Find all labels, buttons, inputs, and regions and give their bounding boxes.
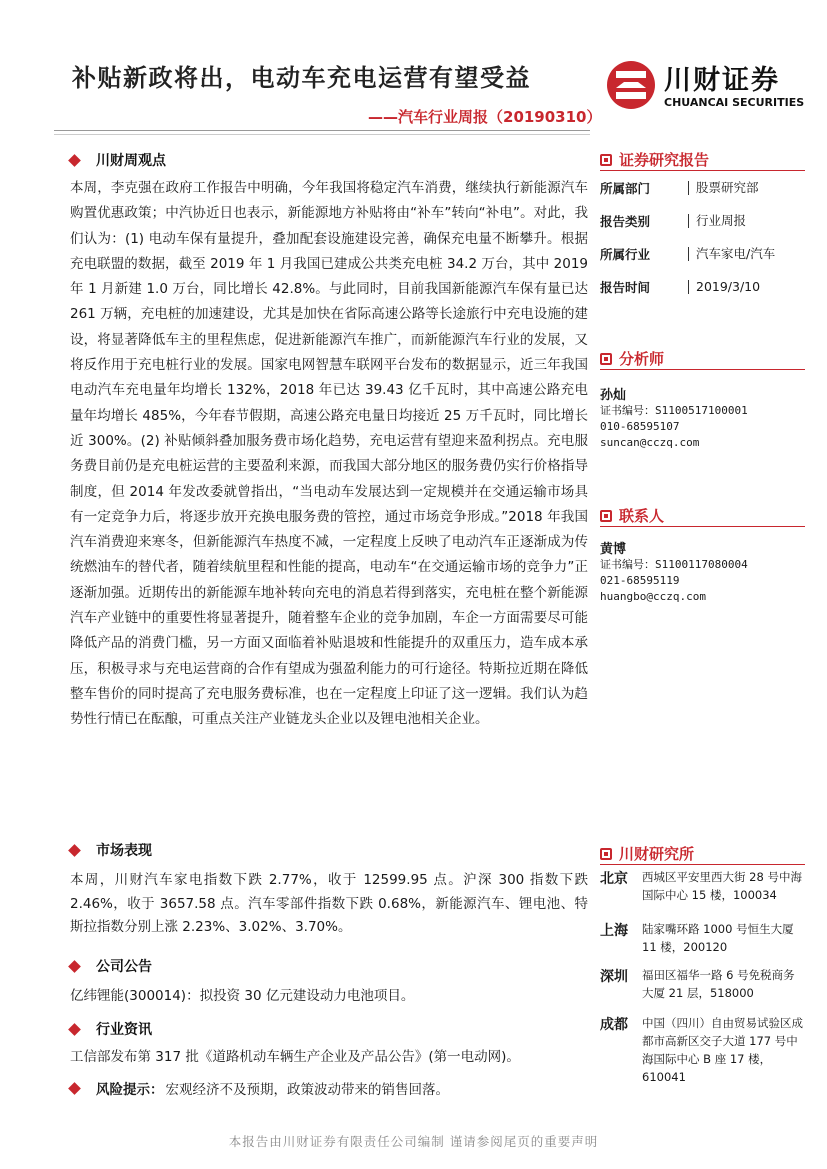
risk-body: 宏观经济不及预期，政策波动带来的销售回落。 xyxy=(165,1082,449,1098)
logo-text: 川财证券 xyxy=(664,65,780,96)
institute-icon xyxy=(600,848,612,860)
info-row xyxy=(600,237,805,270)
contact-card xyxy=(600,538,805,605)
contact-email[interactable]: huangbo@cczq.com xyxy=(600,590,706,603)
report-title: 补贴新政将出，电动车充电运营有望受益 xyxy=(72,64,531,92)
report-subtitle: ——汽车行业周报（20190310） xyxy=(368,108,602,126)
info-key: 所属行业 xyxy=(600,246,651,262)
analyst-card xyxy=(600,384,805,451)
section-heading-market xyxy=(70,840,588,860)
header-divider-thin xyxy=(54,134,590,135)
analyst-phone: 010-68595107 xyxy=(600,420,680,433)
analyst-heading-text: 分析师 xyxy=(619,350,665,368)
institute-heading xyxy=(600,843,805,864)
diamond-bullet-icon xyxy=(68,844,81,857)
office-city: 北京 xyxy=(600,871,628,887)
footer-disclaimer: 本报告由川财证券有限责任公司编制 谨请参阅尾页的重要声明 xyxy=(228,1134,599,1149)
info-key: 报告类别 xyxy=(600,213,651,229)
info-value: 行业周报 xyxy=(688,214,746,228)
section-heading-weekly-view xyxy=(70,150,588,170)
office-city: 上海 xyxy=(600,923,628,939)
sidebar-divider xyxy=(600,526,805,527)
report-icon xyxy=(600,154,612,166)
market-body: 本周，川财汽车家电指数下跌 2.77%，收于 12599.95 点。沪深 300 指数下跌 2.46%，收于 3657.58 点。汽车零部件指数下跌 0.68%，新能源汽车、锂电池、特斯拉指数分别上涨 2.23%、3.02%、3.70%。 xyxy=(70,872,588,936)
logo-mark-icon xyxy=(606,60,656,110)
risk-heading: 风险提示： xyxy=(96,1082,164,1098)
office-address xyxy=(600,966,805,1002)
analyst-heading xyxy=(600,348,805,369)
office-address xyxy=(600,868,805,904)
diamond-bullet-icon xyxy=(68,1082,81,1095)
risk-note xyxy=(70,1078,588,1098)
office-address-text: 西城区平安里西大街 28 号中海国际中心 15 楼，100034 xyxy=(642,870,802,902)
institute-heading-text: 川财研究所 xyxy=(619,845,695,863)
industry-body: 工信部发布第 317 批《道路机动车辆生产企业及产品公告》(第一电动网)。 xyxy=(70,1049,520,1065)
office-address-text: 福田区福华一路 6 号免税商务大厦 21 层，518000 xyxy=(642,968,795,1000)
office-city: 深圳 xyxy=(600,969,628,985)
office-city: 成都 xyxy=(600,1017,628,1033)
report-type-heading xyxy=(600,149,805,170)
diamond-bullet-icon xyxy=(68,1023,81,1036)
info-key: 报告时间 xyxy=(600,279,651,295)
analyst-cert: 证书编号：S1100517100001 xyxy=(600,404,748,417)
office-address xyxy=(600,1014,805,1086)
header-divider xyxy=(54,130,590,131)
info-row xyxy=(600,204,805,237)
office-address xyxy=(600,920,805,956)
company-body: 亿纬锂能(300014)：拟投资 30 亿元建设动力电池项目。 xyxy=(70,988,415,1004)
section-heading-text: 市场表现 xyxy=(96,843,152,859)
contact-phone: 021-68595119 xyxy=(600,574,680,587)
info-value: 2019/3/10 xyxy=(688,280,760,294)
contact-heading xyxy=(600,505,805,526)
weekly-view-body: 本周，李克强在政府工作报告中明确，今年我国将稳定汽车消费，继续执行新能源汽车购置优惠政策；中汽协近日也表示，新能源地方补贴将由“补车”转向“补电”。对此，我们认为：(1) 电动车保有量提升，叠加配套设施建设完善，确保充电量不断攀升。根据充电联盟的数据，截至 2019 年 1 月我国已建成公共类充电桩 34.2 万台，其中 2019 年 1 月新建 1.0 万台，同比增长 42.8%。与此同时，目前我国新能源汽车保有量已达 261 万辆，充电桩的加速建设，尤其是加快在省际高速公路等长途旅行中充电设施的建设，将显著降低车主的里程焦虑，促进新能源汽车推广，而新能源汽车行业的发展，又将反作用于充电桩行业的发展。国家电网智慧车联网平台发布的数据显示，近三年我国电动汽车充电量年均增长 132%，2018 年已达 39.43 亿千瓦时，其中高速公路充电量年均增长 485%，今年春节假期，高速公路充电量日均接近 25 万千瓦时，同比增长近 300%。(2) 补贴倾斜叠加服务费市场化趋势，充电运营有望迎来盈利拐点。充电服务费目前仍是充电桩运营的主要盈利来源，而我国大部分地区的服务费仍实行价格指导制度，但 2014 年发改委就曾指出，“当电动车发展达到一定规模并在交通运输市场具有一定竞争力后，将逐步放开充换电服务费的管控，通过市场竞争形成。”2018 年我国汽车消费迎来寒冬，但新能源汽车热度不减，一定程度上反映了电动汽车正逐渐成为传统燃油车的替代者，随着续航里程和性能的提高，电动车“在交通运输市场的竞争力”正逐渐加强。近期传出的新能源车地补转向充电的消息若得到落实，充电桩在整个新能源汽车产业链中的重要性将显著提升，随着整车企业的竞争加剧，车企一方面需要尽可能降低产品的消费门槛，另一方面又面临着补贴退坡和性能提升的双重压力，造车成本承压，积极寻求与充电运营商的合作有望成为强盈利能力的可行途径。特斯拉近期在降低整车售价的同时提高了充电服务费标准，也在一定程度上印证了这一逻辑。我们认为趋势性行情已在酝酿，可重点关注产业链龙头企业以及锂电池相关企业。 xyxy=(70,180,588,728)
info-row xyxy=(600,171,805,204)
info-row xyxy=(600,270,805,303)
section-heading-text: 公司公告 xyxy=(96,959,152,975)
info-value: 汽车家电/汽车 xyxy=(688,247,775,261)
section-heading-industry xyxy=(70,1019,588,1039)
diamond-bullet-icon xyxy=(68,154,81,167)
section-heading-text: 行业资讯 xyxy=(96,1022,152,1038)
contact-icon xyxy=(600,510,612,522)
office-address-text: 中国（四川）自由贸易试验区成都市高新区交子大道 177 号中海国际中心 B 座 17 楼，610041 xyxy=(642,1016,803,1084)
sidebar-divider xyxy=(600,369,805,370)
report-type-heading-text: 证券研究报告 xyxy=(619,151,710,169)
office-address-text: 陆家嘴环路 1000 号恒生大厦 11 楼，200120 xyxy=(642,922,794,954)
sidebar-divider xyxy=(600,864,805,865)
info-key: 所属部门 xyxy=(600,180,651,196)
contact-cert: 证书编号：S1100117080004 xyxy=(600,558,748,571)
logo-english: CHUANCAI SECURITIES xyxy=(664,96,805,109)
diamond-bullet-icon xyxy=(68,960,81,973)
info-value: 股票研究部 xyxy=(688,181,759,195)
contact-heading-text: 联系人 xyxy=(619,507,665,525)
contact-name: 黄博 xyxy=(600,542,627,557)
analyst-icon xyxy=(600,353,612,365)
analyst-email[interactable]: suncan@cczq.com xyxy=(600,436,700,449)
section-heading-company xyxy=(70,956,588,976)
analyst-name: 孙灿 xyxy=(600,388,627,403)
section-heading-text: 川财周观点 xyxy=(96,153,166,169)
report-info-table xyxy=(600,171,805,303)
